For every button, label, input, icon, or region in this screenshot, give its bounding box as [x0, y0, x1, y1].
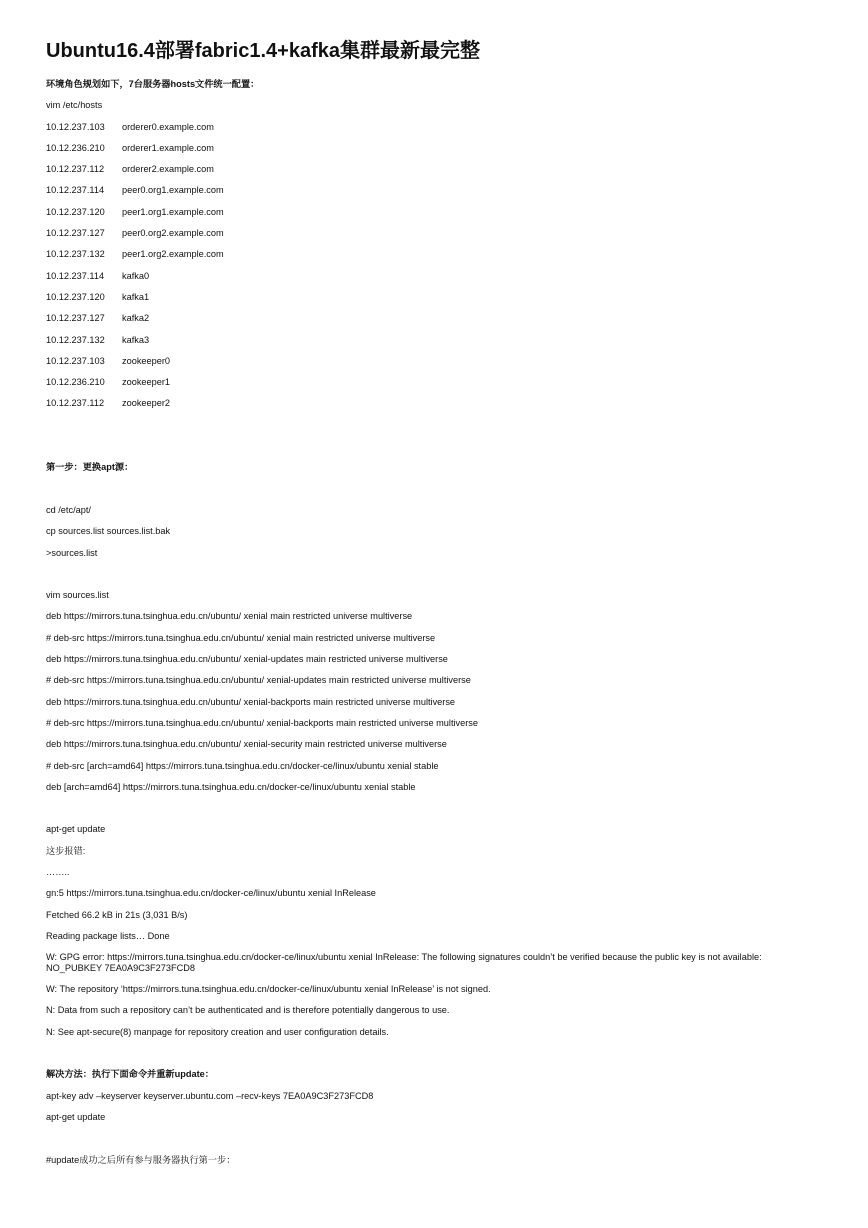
host-name: zookeeper1 — [122, 377, 171, 388]
host-name: peer1.org1.example.com — [122, 206, 224, 217]
host-entry — [46, 377, 826, 398]
command-line: apt-get update — [46, 1111, 106, 1122]
host-entry — [46, 122, 826, 143]
vim-hosts-command: vim /etc/hosts — [46, 100, 103, 111]
source-line: deb https://mirrors.tuna.tsinghua.edu.cn/ubuntu/ xenial-backports main restricted universe multiverse — [46, 696, 456, 707]
ellipsis-text: …….. — [46, 866, 70, 877]
host-ip: 10.12.237.132 — [46, 249, 105, 260]
fix-heading: 解决方法：执行下面命令并重新update： — [46, 1069, 214, 1080]
host-ip: 10.12.237.114 — [46, 270, 105, 281]
source-line: deb [arch=amd64] https://mirrors.tuna.tsinghua.edu.cn/docker-ce/linux/ubuntu xenial stable — [46, 781, 416, 792]
step1-heading: 第一步：更换apt源： — [46, 462, 134, 473]
host-entry — [46, 143, 826, 164]
error-note: 这步报错: — [46, 845, 86, 856]
host-ip: 10.12.237.103 — [46, 355, 105, 366]
command-line: cp sources.list sources.list.bak — [46, 526, 171, 537]
host-ip: 10.12.236.210 — [46, 142, 105, 153]
host-entry — [46, 185, 826, 206]
page-title: Ubuntu16.4部署fabric1.4+kafka集群最新最完整 — [46, 40, 480, 62]
source-line: # deb-src https://mirrors.tuna.tsinghua.edu.cn/ubuntu/ xenial-updates main restricted universe multiverse — [46, 675, 471, 686]
output-line: gn:5 https://mirrors.tuna.tsinghua.edu.cn/docker-ce/linux/ubuntu xenial InRelease — [46, 888, 376, 899]
source-line: deb https://mirrors.tuna.tsinghua.edu.cn/ubuntu/ xenial main restricted universe multiverse — [46, 611, 413, 622]
host-name: orderer0.example.com — [122, 121, 214, 132]
host-entry — [46, 335, 826, 356]
output-line: W: The repository ‘https://mirrors.tuna.tsinghua.edu.cn/docker-ce/linux/ubuntu xenial InRelease’ is not signed. — [46, 984, 491, 995]
host-name: zookeeper2 — [122, 398, 171, 409]
host-entry — [46, 356, 826, 377]
host-entry — [46, 292, 826, 313]
output-line: Fetched 66.2 kB in 21s (3,031 B/s) — [46, 909, 188, 920]
host-entry — [46, 271, 826, 292]
document-page — [46, 38, 826, 1176]
output-line: N: Data from such a repository can’t be authenticated and is therefore potentially dangerous to use. — [46, 1005, 450, 1016]
host-name: peer1.org2.example.com — [122, 249, 224, 260]
host-ip: 10.12.237.120 — [46, 206, 105, 217]
source-line: # deb-src [arch=amd64] https://mirrors.tuna.tsinghua.edu.cn/docker-ce/linux/ubuntu xenial stable — [46, 760, 439, 771]
host-name: kafka2 — [122, 313, 150, 324]
host-ip: 10.12.237.120 — [46, 291, 105, 302]
host-name: kafka3 — [122, 334, 150, 345]
host-ip: 10.12.237.112 — [46, 398, 105, 409]
hosts-list — [46, 122, 826, 420]
host-entry — [46, 207, 826, 228]
source-line: deb https://mirrors.tuna.tsinghua.edu.cn/ubuntu/ xenial-security main restricted universe multiverse — [46, 739, 447, 750]
output-line: Reading package lists… Done — [46, 930, 170, 941]
host-name: peer0.org2.example.com — [122, 228, 224, 239]
host-name: orderer2.example.com — [122, 164, 214, 175]
gpg-error-line: W: GPG error: https://mirrors.tuna.tsinghua.edu.cn/docker-ce/linux/ubuntu xenial InRelease: The following signatures couldn’t be verified because the public key is not available: — [46, 952, 762, 963]
intro-text: 环境角色规划如下，7台服务器hosts文件统一配置： — [46, 79, 260, 89]
host-name: kafka0 — [122, 270, 150, 281]
command-line: apt-key adv –keyserver keyserver.ubuntu.com –recv-keys 7EA0A9C3F273FCD8 — [46, 1090, 374, 1101]
host-entry — [46, 249, 826, 270]
host-name: kafka1 — [122, 291, 150, 302]
host-ip: 10.12.237.127 — [46, 313, 105, 324]
command-line: cd /etc/apt/ — [46, 504, 91, 515]
gpg-error-key: NO_PUBKEY 7EA0A9C3F273FCD8 — [46, 963, 195, 974]
host-entry — [46, 313, 826, 334]
source-line: deb https://mirrors.tuna.tsinghua.edu.cn/ubuntu/ xenial-updates main restricted universe multiverse — [46, 654, 448, 665]
vim-sources-command: vim sources.list — [46, 590, 109, 601]
command-line: >sources.list — [46, 547, 98, 558]
host-ip: 10.12.237.127 — [46, 228, 105, 239]
host-entry — [46, 228, 826, 249]
host-name: orderer1.example.com — [122, 142, 214, 153]
host-entry — [46, 164, 826, 185]
host-name: peer0.org1.example.com — [122, 185, 224, 196]
footer-note: #update成功之后所有参与服务器执行第一步： — [46, 1154, 236, 1165]
host-name: zookeeper0 — [122, 355, 171, 366]
host-entry — [46, 398, 826, 419]
host-ip: 10.12.237.114 — [46, 185, 105, 196]
output-line: N: See apt-secure(8) manpage for repository creation and user configuration details. — [46, 1026, 389, 1037]
update-command: apt-get update — [46, 824, 106, 835]
host-ip: 10.12.237.132 — [46, 334, 105, 345]
host-ip: 10.12.237.112 — [46, 164, 105, 175]
source-line: # deb-src https://mirrors.tuna.tsinghua.edu.cn/ubuntu/ xenial main restricted universe multiverse — [46, 632, 436, 643]
source-line: # deb-src https://mirrors.tuna.tsinghua.edu.cn/ubuntu/ xenial-backports main restricted universe multiverse — [46, 717, 479, 728]
host-ip: 10.12.237.103 — [46, 121, 105, 132]
host-ip: 10.12.236.210 — [46, 377, 105, 388]
